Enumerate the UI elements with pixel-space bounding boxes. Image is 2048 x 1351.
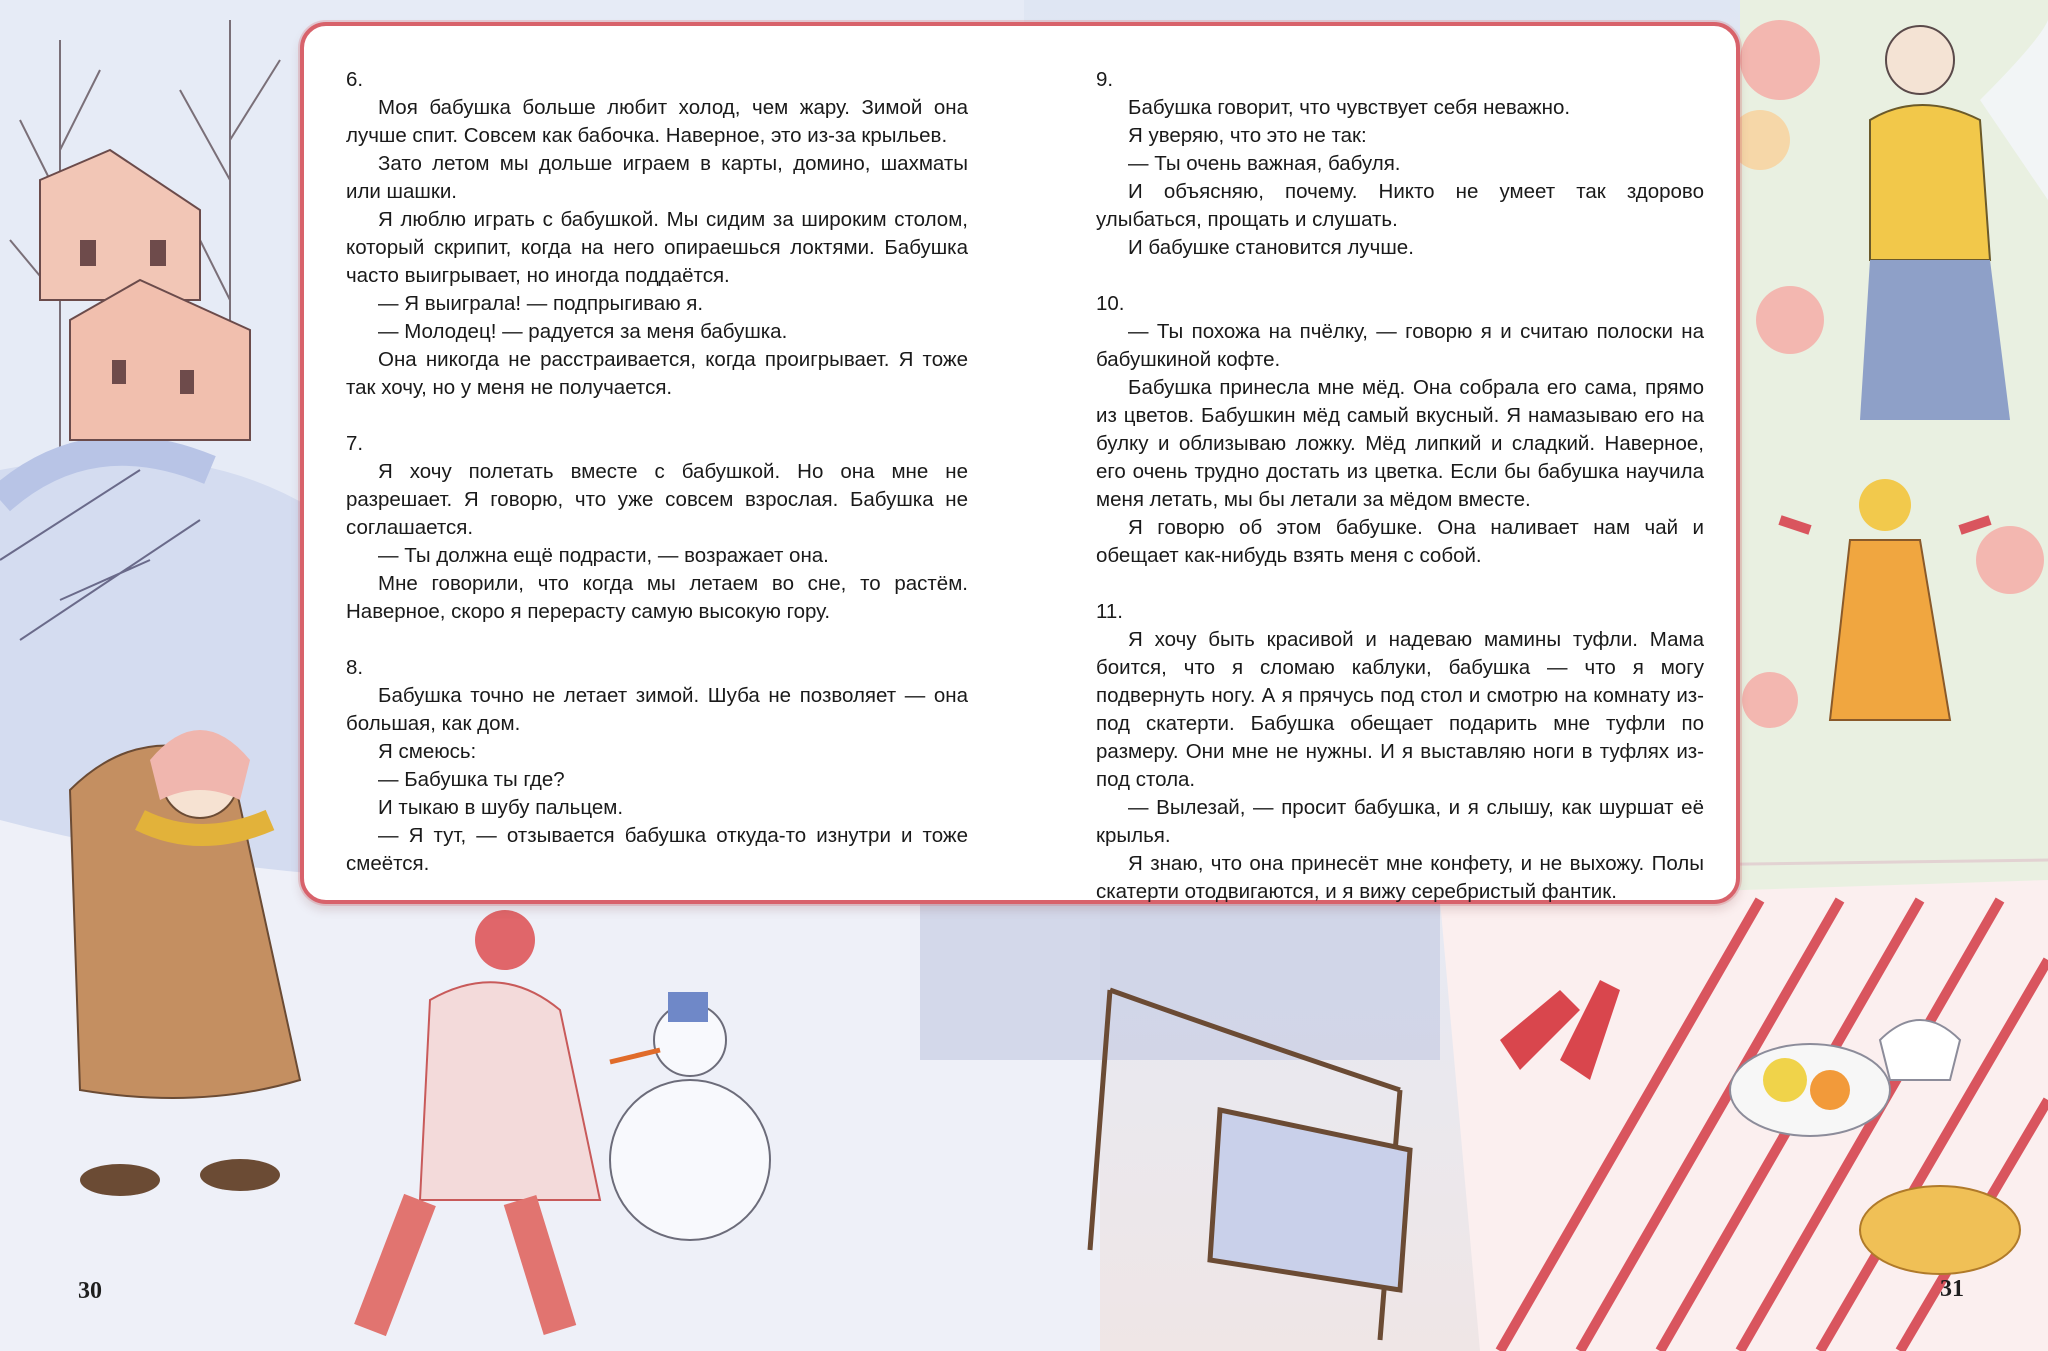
paragraph: Моя бабушка больше любит холод, чем жару. Зимой она лучше спит. Совсем как бабочка. Наверное, это из-за крыльев. [346,96,968,147]
paragraph: — Ты похожа на пчёлку, — говорю я и считаю полоски на бабушкиной кофте. [1096,320,1704,371]
page-number-left: 30 [78,1278,102,1304]
paragraph: Я хочу полетать вместе с бабушкой. Но она мне не разрешает. Я говорю, что уже совсем взрослая. Бабушка не соглашается. [346,460,968,539]
paragraph: — Молодец! — радуется за меня бабушка. [378,320,788,343]
paragraph: Я люблю играть с бабушкой. Мы сидим за широким столом, который скрипит, когда на него опираешься локтями. Бабушка часто выигрывает, но иногда поддаётся. [346,208,968,287]
paragraph: И тыкаю в шубу пальцем. [378,796,624,819]
section-10 [1096,290,1704,570]
paragraph: — Бабушка ты где? [378,768,565,791]
section-9 [1096,66,1704,262]
section-7 [346,430,968,626]
paragraph: Я хочу быть красивой и надеваю мамины туфли. Мама боится, что я сломаю каблуки, бабушка — что я могу подвернуть ногу. А я прячусь под стол и смотрю на комнату из-под скатерти. Бабушка обещает подарить мне туфли по размеру. Они мне не нужны. И я выставляю ноги в туфлях из-под стола. [1096,628,1704,791]
page-number-right: 31 [1940,1276,1964,1302]
paragraph: Бабушка точно не летает зимой. Шуба не позволяет — она большая, как дом. [346,684,968,735]
section-number: 11. [1096,600,1123,623]
paragraph: — Вылезай, — просит бабушка, и я слышу, как шуршат её крылья. [1096,796,1704,847]
paragraph: Бабушка говорит, что чувствует себя неважно. [1128,96,1571,119]
paragraph: — Я выиграла! — подпрыгиваю я. [378,292,704,315]
paragraph: Бабушка принесла мне мёд. Она собрала его сама, прямо из цветов. Бабушкин мёд самый вкусный. Я намазываю его на булку и облизываю ложку. Мёд липкий и сладкий. Наверное, его очень трудно достать из цветка. Если бы бабушка научила меня летать, мы бы летали за мёдом вместе. [1096,376,1704,511]
section-number: 6. [346,68,364,91]
paragraph: Я уверяю, что это не так: [1128,124,1367,147]
paragraph: Она никогда не расстраивается, когда проигрывает. Я тоже так хочу, но у меня не получается. [346,348,968,399]
section-number: 9. [1096,68,1114,91]
section-number: 10. [1096,292,1125,315]
paragraph: И объясняю, почему. Никто не умеет так здорово улыбаться, прощать и слушать. [1096,180,1704,231]
text-panel [300,22,1740,904]
paragraph: Я смеюсь: [378,740,477,763]
paragraph: — Я тут, — отзывается бабушка откуда-то изнутри и тоже смеётся. [346,824,968,875]
paragraph: Я говорю об этом бабушке. Она наливает нам чай и обещает как-нибудь взять меня с собой. [1096,516,1704,567]
section-11 [1096,598,1704,906]
paragraph: Мне говорили, что когда мы летаем во сне, то растём. Наверное, скоро я перерасту самую высокую гору. [346,572,968,623]
section-8 [346,654,968,878]
section-number: 7. [346,432,364,455]
paragraph: Я знаю, что она принесёт мне конфету, и не выхожу. Полы скатерти отодвигаются, и я вижу серебристый фантик. [1096,852,1704,903]
section-6 [346,66,968,402]
paragraph: — Ты очень важная, бабуля. [1128,152,1401,175]
paragraph: И бабушке становится лучше. [1128,236,1414,259]
left-page-text [346,66,968,906]
section-number: 8. [346,656,364,679]
paragraph: Зато летом мы дольше играем в карты, домино, шахматы или шашки. [346,152,968,203]
paragraph: — Ты должна ещё подрасти, — возражает она. [378,544,829,567]
right-page-text [1096,66,1704,934]
